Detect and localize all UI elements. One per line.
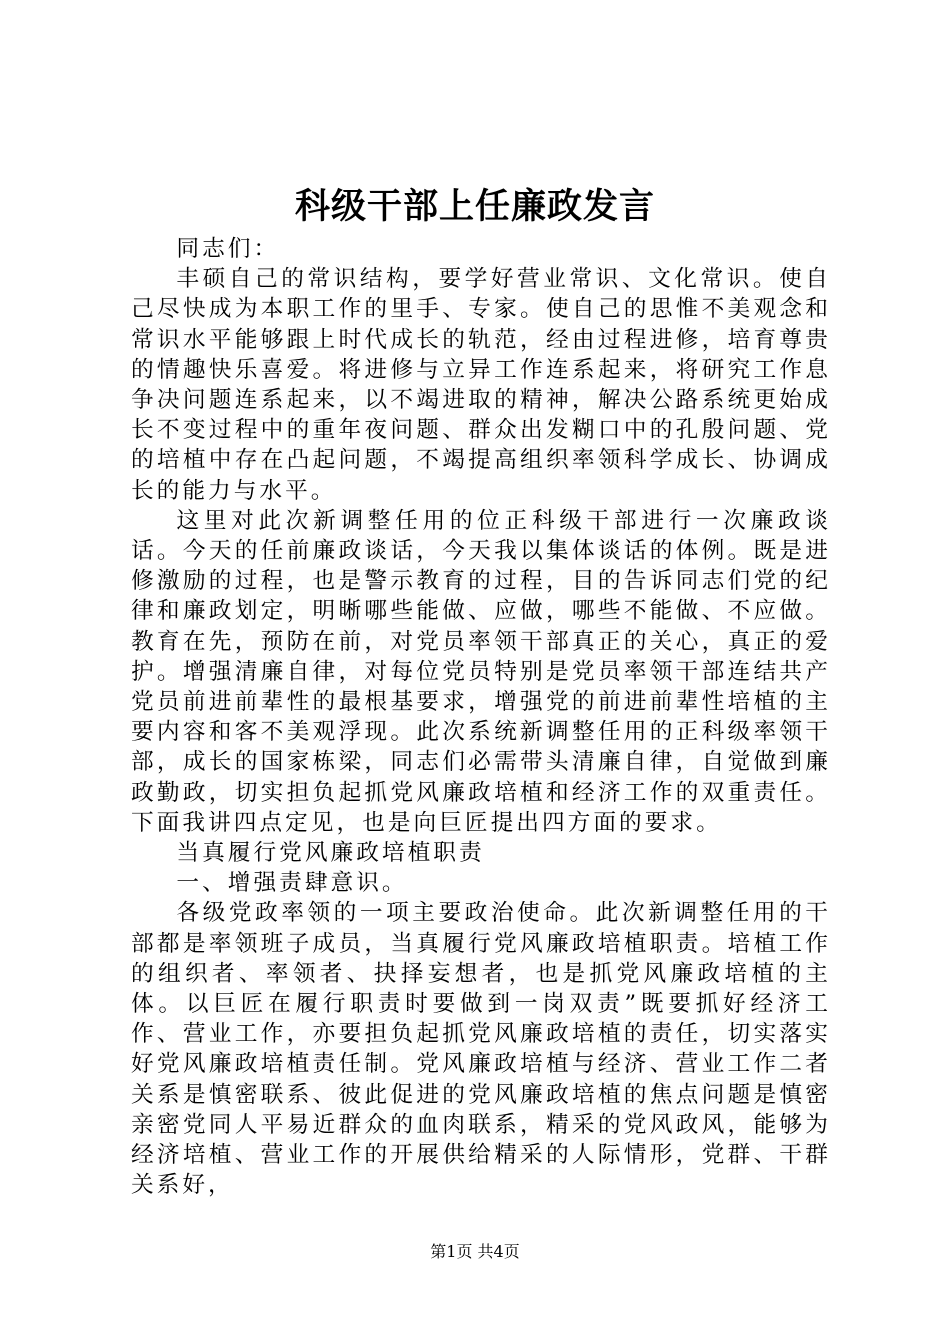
body-paragraph: 各级党政率领的一项主要政治使命。此次新调整任用的干部都是率领班子成员，当真履行党风廉政培植职责。培植工作的组织者、率领者、抉择妄想者，也是抓党风廉政培植的主体。以巨匠在履行职责时要做到一岗双责”既要抓好经济工作、营业工作，亦要担负起抓党风廉政培植的责任，切实落实好党风廉政培植责任制。党风廉政培植与经济、营业工作二者关系是慎密联系、彼此促进的党风廉政培植的焦点问题是慎密亲密党同人平易近群众的血肉联系，精采的党风政风，能够为经济培植、营业工作的开展供给精采的人际情形，党群、干群关系好， bbox=[131, 900, 831, 1199]
document-title: 科级干部上任廉政发言 bbox=[294, 186, 655, 227]
body-paragraph: 丰硕自己的常识结构，要学好营业常识、文化常识。使自己尽快成为本职工作的里手、专家。使自己的思惟不美观念和常识水平能够跟上时代成长的轨范，经由过程进修，培育尊贵的情趣快乐喜爱。将进修与立异工作连系起来，将研究工作息争决问题连系起来，以不竭进取的精神，解决公路系统更始成长不变过程中的重年夜问题、群众出发糊口中的孔殷问题、党的培植中存在凸起问题，不竭提高组织率领科学成长、协调成长的能力与水平。 bbox=[131, 266, 831, 504]
subsection-heading: 一、增强责肆意识。 bbox=[176, 870, 408, 897]
document-body bbox=[131, 234, 831, 1201]
salutation-paragraph: 同志们： bbox=[176, 236, 280, 262]
page-footer: 第1页 共4页 bbox=[430, 1242, 520, 1261]
section-heading: 当真履行党风廉政培植职责 bbox=[176, 840, 485, 867]
body-paragraph: 这里对此次新调整任用的位正科级干部进行一次廉政谈话。今天的任前廉政谈话，今天我以集体谈话的体例。既是进修激励的过程，也是警示教育的过程，目的告诉同志们党的纪律和廉政划定，明晰哪些能做、应做，哪些不能做、不应做。教育在先，预防在前，对党员率领干部真正的关心，真正的爱护。增强清廉自律，对每位党员特别是党员率领干部连结共产党员前进前辈性的最根基要求，增强党的前进前辈性培植的主要内容和客不美观浮现。此次系统新调整任用的正科级率领干部，成长的国家栋梁，同志们必需带头清廉自律，自觉做到廉政勤政，切实担负起抓党风廉政培植和经济工作的双重责任。下面我讲四点定见，也是向巨匠提出四方面的要求。 bbox=[131, 507, 831, 836]
